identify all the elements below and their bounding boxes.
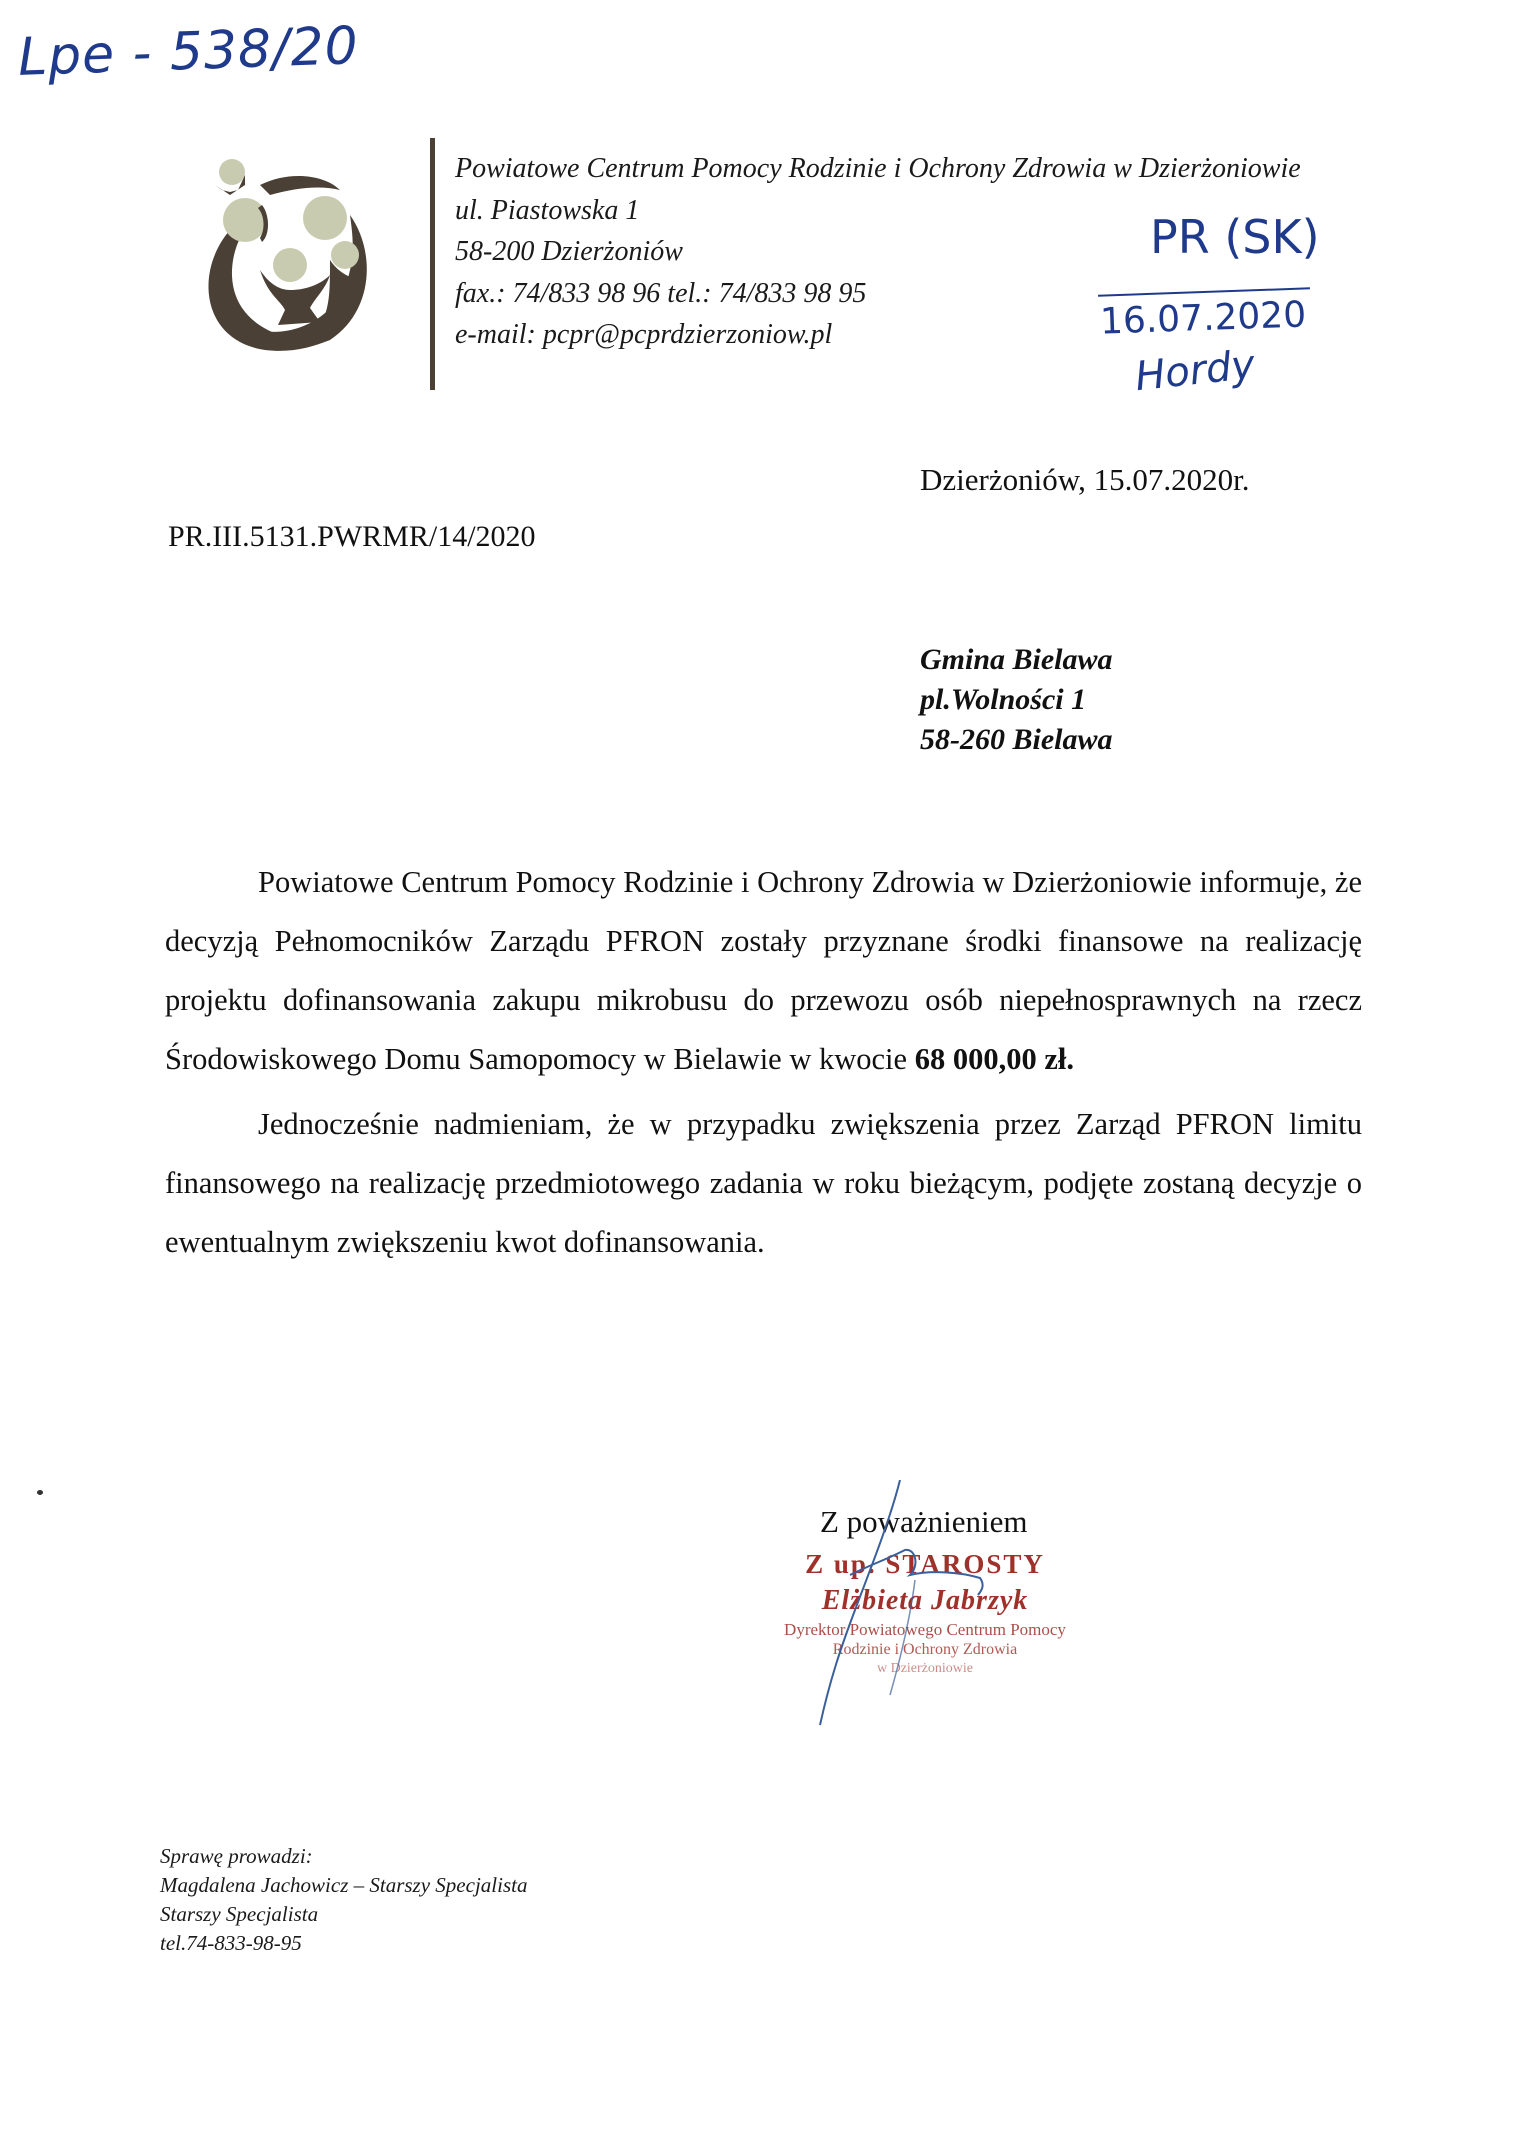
handwritten-received-date: 16.07.2020 [1099,294,1307,343]
logo-head-right [303,196,347,240]
letter-body [165,853,1362,1272]
footer-phone: tel.74-833-98-95 [160,1931,302,1955]
stamp-title-line-2: Rodzinie i Ochrony Zdrowia [832,1641,1018,1658]
letterhead-divider [430,138,435,390]
logo-head-small-top [219,159,245,185]
letterhead-organization: Powiatowe Centrum Pomocy Rodzinie i Ochrony Zdrowia w Dzierżoniowie [455,153,1301,184]
letterhead-postal-city: 58-200 Dzierżoniów [455,236,683,267]
footer-position: Starszy Specjalista [160,1902,319,1926]
letter-date: Dzierżoniów, 15.07.2020r. [920,462,1250,497]
stamp-title-line-1: Dyrektor Powiatowego Centrum Pomocy [784,1620,1066,1639]
logo-crescent-top [260,176,340,195]
body-paragraph-1 [165,853,1362,1089]
recipient-street: pl.Wolności 1 [920,683,1087,716]
letterhead-email: e-mail: pcpr@pcprdzierzoniow.pl [455,319,833,350]
footer-label: Sprawę prowadzi: [160,1844,313,1868]
letterhead [455,148,1301,356]
case-handler-footer [160,1842,527,1958]
closing-salutation: Z poważnieniem [820,1504,1028,1539]
handwritten-registry-mark: PR (SK) [1150,210,1320,264]
paragraph-1-text: Powiatowe Centrum Pomocy Rodzinie i Ochrony Zdrowia w Dzierżoniowie informuje, że decyzją Pełnomocników Zarządu PFRON zostały przyznane środki finansowe na realizację projektu dofinansowania zakupu mikrobusu do przewozu osób niepełnosprawnych na rzecz Środowiskowego Domu Samopomocy w Bielawie w kwocie [165,865,1362,1076]
family-circle-logo-icon [190,150,380,355]
footer-person: Magdalena Jachowicz – Starszy Specjalista [160,1873,528,1897]
logo-head-left [223,198,267,242]
stamp-title-line-3: w Dzierżoniowie [876,1661,974,1676]
official-stamp [700,1545,1150,1678]
handwritten-case-number: Lpe - 538/20 [17,16,360,88]
stamp-authority: Z up. STAROSTY [805,1549,1045,1579]
scan-speck [37,1490,43,1495]
grant-amount: 68 000,00 zł. [914,1042,1074,1076]
logo-head-small-right [331,241,359,269]
recipient-name: Gmina Bielawa [920,643,1113,676]
body-paragraph-2: Jednocześnie nadmieniam, że w przypadku zwiększenia przez Zarząd PFRON limitu finansowego na realizację przedmiotowego zadania w roku bieżącym, podjęte zostaną decyzje o ewentualnym zwiększeniu kwot dofinansowania. [165,1107,1362,1259]
recipient-address [920,640,1113,760]
stamp-signatory-name: Elżbieta Jabrzyk [821,1585,1029,1616]
recipient-postal-city: 58-260 Bielawa [920,723,1113,756]
reference-number: PR.III.5131.PWRMR/14/2020 [168,520,536,553]
handwritten-initials: Hordy [1132,341,1258,401]
logo-head-middle [273,248,307,282]
letterhead-street: ul. Piastowska 1 [455,194,640,226]
letterhead-phone: fax.: 74/833 98 96 tel.: 74/833 98 95 [455,277,867,309]
